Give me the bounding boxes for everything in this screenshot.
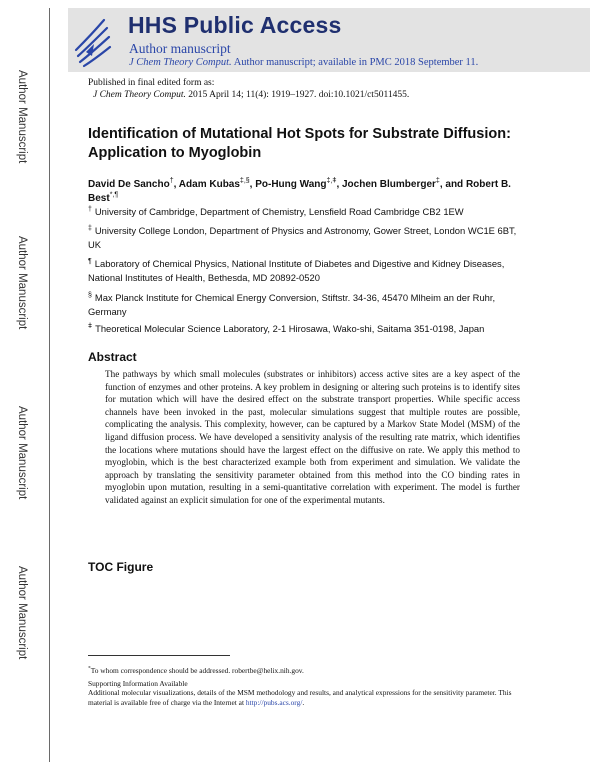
journal-availability-line (129, 57, 478, 68)
author: Adam Kubas‡,§ (178, 177, 250, 190)
pubs-acs-link[interactable]: http://pubs.acs.org/ (245, 697, 303, 707)
affiliation: § Max Planck Institute for Chemical Energy Conversion, Stiftstr. 34-36, 45470 Mlheim an der Ruhr, Germany (88, 291, 496, 317)
toc-heading: TOC Figure (88, 560, 154, 574)
supporting-info-heading: Supporting Information Available (88, 679, 188, 688)
abstract-text: The pathways by which small molecules (substrates or inhibitors) access active sites are a key aspect of the function of enzymes and other proteins. A key problem in designing or altering such proteins is to identify sites for mutation which will have the desired effect on the substrate transport properties. While specific access channels have been invoked in the past, molecular simulations suggest that multiple routes are possible, complicating the analysis. This complexity, however, can be captured by a Markov State Model (MSM) of the ligand diffusion process. We have developed a sensitivity analysis of the resulting rate matrix, which identifies the locations where mutations should have the largest effect on the diffusive on rate. We apply this method to myoglobin, which is the best characterized example both from experiment and simulation. We validate the approach by translating the sensitivity parameter obtained from this method into the CO binding rates in myoglobin upon mutation, resulting in a semi-quantitative correlation with experiment. The model is further validated against an explicit simulation for one of the experimental mutants. (105, 369, 520, 505)
hhs-eagle-logo-icon (70, 12, 114, 68)
side-label-author-manuscript: Author Manuscript (16, 236, 28, 330)
footnote-rule (88, 655, 230, 656)
author: David De Sancho† (88, 177, 174, 190)
hhs-title: HHS Public Access (128, 12, 342, 38)
supporting-info-text: Additional molecular visualizations, details of the MSM methodology and results, and analytical expressions for the sensitivity parameter. This material is available free of charge via the Internet at http://pubs.acs.org/. (88, 688, 512, 707)
affiliation: $^ǂ$ Theoretical Molecular Science Laboratory, 2-1 Hirosawa, Wako-shi, Saitama 351-0198, Japan (88, 322, 485, 334)
citation-journal: J Chem Theory Comput. (93, 90, 186, 100)
published-line: Published in final edited form as: (88, 78, 215, 88)
side-label-author-manuscript: Author Manuscript (16, 566, 28, 660)
affiliation: ¶ Laboratory of Chemical Physics, National Institute of Diabetes and Digestive and Kidney Diseases, National Institutes of Health, Bethesda, MD 20892-0520 (88, 257, 505, 283)
affiliation: ‡ University College London, Department of Physics and Astronomy, Gower Street, London WC1E 6BT, UK (88, 224, 517, 250)
side-label-author-manuscript: Author Manuscript (16, 406, 28, 500)
affiliation: † University of Cambridge, Department of Chemistry, Lensfield Road Cambridge CB2 1EW (88, 205, 464, 217)
paper-title: Identification of Mutational Hot Spots for Substrate Diffusion: Application to Myoglobin (88, 126, 511, 161)
author: Robert B. Best*,¶ (88, 179, 511, 204)
author: Po-Hung Wang$^{\ddagger,ǂ}$ (255, 177, 337, 190)
author: Jochen Blumberger‡ (342, 177, 440, 190)
author-manuscript-label: Author manuscript (129, 41, 231, 56)
citation-details: 2015 April 14; 11(4): 1919–1927. doi:10.1021/ct5011455. (185, 90, 410, 100)
side-label-author-manuscript: Author Manuscript (16, 70, 28, 164)
author-list: David De Sancho†, Adam Kubas‡,§, Po-Hung Wang$^{\ddagger,ǂ}$, Jochen Blumberger‡, and Robert B. Best*,¶ (88, 177, 511, 204)
journal-name: J Chem Theory Comput. (129, 57, 232, 68)
abstract-heading: Abstract (88, 350, 137, 364)
citation-line (93, 90, 409, 100)
margin-rule (49, 8, 50, 762)
availability-text: Author manuscript; available in PMC 2018 September 11. (231, 57, 479, 68)
correspondence-footnote: *To whom correspondence should be addressed. robertbe@helix.nih.gov. (88, 665, 304, 675)
